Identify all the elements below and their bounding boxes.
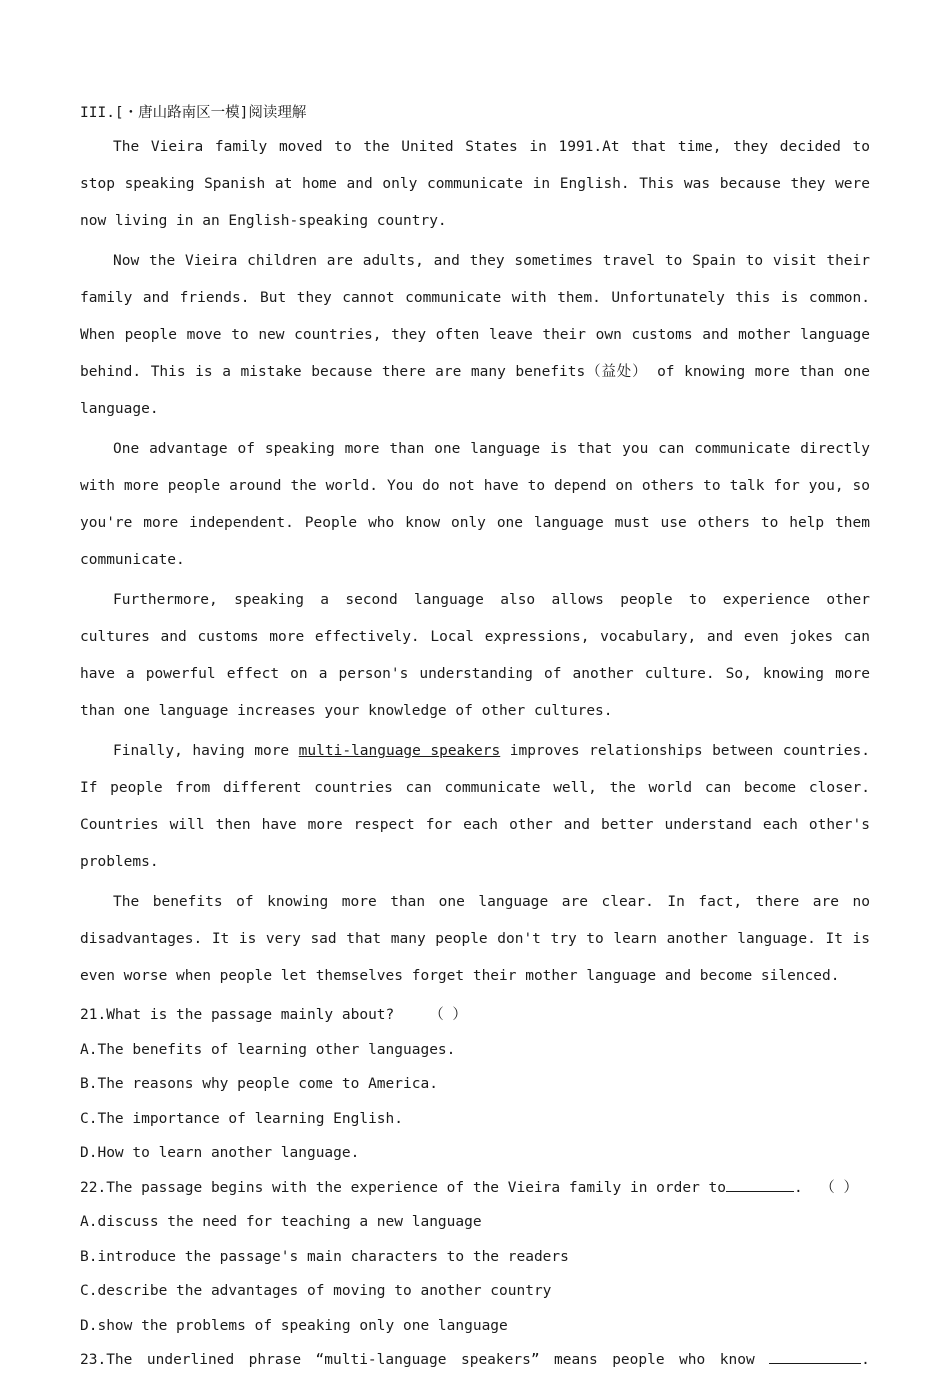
stem-word: “multi-language: [315, 1352, 447, 1368]
option-b: B.The reasons why people come to America.: [80, 1076, 438, 1092]
paragraph-text: One advantage of speaking more than one language is that you can communicate directly with more people around the world. You do not have to depend on others to talk for you, so you're more independent. People who know only one language must use others to help them communicate.: [80, 441, 870, 568]
question-21: [80, 998, 870, 1171]
option-d: D.show the problems of speaking only one language: [80, 1317, 508, 1334]
stem-word: people: [612, 1352, 665, 1368]
answer-blank: [769, 1349, 861, 1364]
answer-blank-group: [769, 1343, 870, 1378]
paragraph-text: Now the Vieira children are adults, and they sometimes travel to Spain to visit their family and friends. But they cannot communicate with them. Unfortunately this is common. When people move to new countries, they often leave their own customs and mother language behind. This is a mistake because there are many benefits（益处） of knowing more than one language.: [80, 253, 870, 417]
stem-word: 23.The: [80, 1352, 133, 1368]
passage-paragraph-1: [80, 129, 870, 240]
passage-paragraph-4: [80, 582, 870, 730]
question-stem: [80, 1343, 870, 1378]
stem-end: .: [861, 1352, 870, 1368]
question-23: [80, 1343, 870, 1378]
question-22: [80, 1171, 870, 1344]
passage-paragraph-3: [80, 431, 870, 579]
paragraph-text: The Vieira family moved to the United States in 1991.At that time, they decided to stop speaking Spanish at home and only communicate in English. This was because they were now living in an English-speaking country.: [80, 139, 870, 229]
passage-paragraph-2: [80, 243, 870, 428]
passage-paragraph-5: [80, 733, 870, 881]
paragraph-text: improves relationships between countries. If people from different countries can communicate well, the world can become closer. Countries will then have more respect for each other and better understand each other's problems.: [80, 743, 870, 870]
option-c: C.The importance of learning English.: [80, 1110, 404, 1127]
option-c: C.describe the advantages of moving to another country: [80, 1283, 552, 1299]
document-page: [80, 100, 870, 1378]
stem-word: means: [554, 1352, 598, 1368]
answer-parentheses: （ ）: [820, 1179, 858, 1196]
option-d: D.How to learn another language.: [80, 1145, 360, 1161]
stem-end: .: [794, 1179, 803, 1196]
option-b: B.introduce the passage's main characters to the readers: [80, 1248, 569, 1265]
option-a: A.discuss the need for teaching a new language: [80, 1214, 482, 1230]
stem-text: 22.The passage begins with the experience of the Vieira family in order to: [80, 1179, 727, 1196]
question-stem: [80, 1171, 870, 1206]
underlined-phrase: multi-language speakers: [298, 743, 501, 759]
option-a: A.The benefits of learning other languages.: [80, 1041, 456, 1058]
stem-word: know: [719, 1352, 755, 1368]
paragraph-text: The benefits of knowing more than one language are clear. In fact, there are no disadvantages. It is very sad that many people don't try to learn another language. It is even worse when people let themselves forget their mother language and become silenced.: [80, 894, 870, 984]
answer-blank: [726, 1177, 794, 1192]
stem-word: who: [679, 1352, 706, 1368]
stem-word: phrase: [248, 1352, 302, 1368]
passage-paragraph-6: [80, 884, 870, 995]
answer-parentheses: （ ）: [429, 1007, 467, 1023]
paragraph-text: Finally, having more: [113, 743, 299, 759]
paragraph-text: Furthermore, speaking a second language also allows people to experience other cultures and customs more effectively. Local expressions, vocabulary, and even jokes can have a powerful effect on a person's understanding of another culture. So, knowing more than one language increases your knowledge of other cultures.: [80, 592, 870, 719]
question-stem: [80, 998, 870, 1033]
stem-word: underlined: [146, 1352, 235, 1368]
section-heading: III.[・唐山路南区一模]阅读理解: [80, 105, 307, 121]
stem-word: speakers”: [460, 1352, 540, 1368]
stem-text: 21.What is the passage mainly about?: [80, 1007, 395, 1023]
